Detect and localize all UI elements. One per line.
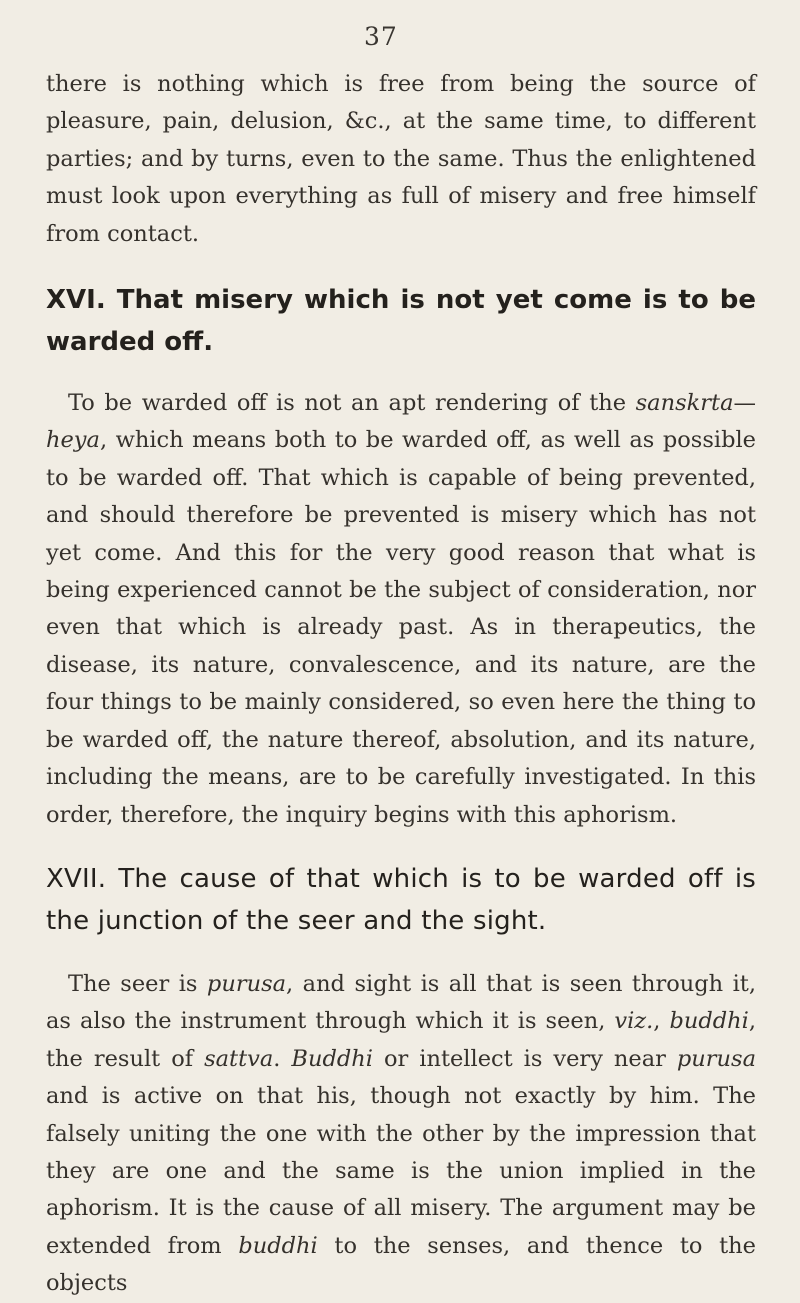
text-run: or intellect is very near [372,1045,677,1072]
term-buddhi: buddhi [238,1232,318,1259]
text-run: , which means both to be warded off, as well as possible to be warded off. That which is capable of being prevented, and should therefore be prevented is misery which has not yet come. And this for the very good reason that what is being experienced cannot be the subject of consideration, nor even that which is already past. As in therapeutics, the disease, its nature, convalescence, and its nature, are the four things to be mainly considered, so even here the thing to be warded off, the nature thereof, absolution, and its nature, including the means, are to be carefully investigated. In this order, therefore, the inquiry begins with this aphorism. [46,427,756,828]
text-run: , [653,1008,670,1035]
paragraph-continued: there is nothing which is free from being the source of pleasure, pain, delusion, &c., at the same time, to different parties; and by turns, even to the same. Thus the enlightened must look upon everything as full of misery and free himself from contact. [46,71,756,247]
section-heading-xvi: XVI. That misery which is not yet come is to be warded off. [46,285,756,358]
term-heya: heya [46,427,100,454]
paragraph-xvii [46,966,756,1303]
page-body [46,66,756,1303]
text-run: and is active on that his, though not exactly by him. The falsely uniting the one with the other by the impression that they are one and the same is the union implied in the aphorism. It is the cause of all misery. The argument may be extended from [46,1083,756,1259]
term-sattva: sattva [204,1045,274,1072]
paragraph-xvi [46,385,756,834]
term-purusa: purusa [676,1045,756,1072]
term-buddhi: Buddhi [291,1045,373,1072]
text-run: , the result of [46,1008,756,1072]
term-buddhi: buddhi [669,1008,749,1035]
text-run: . [273,1045,292,1072]
page-number: 37 [364,22,398,51]
text-run: — [733,390,756,417]
term-viz: viz. [614,1008,654,1035]
section-heading-xvii: XVII. The cause of that which is to be warded off is the junction of the seer and the sight. [46,863,756,936]
text-run: To be warded off is not an apt rendering of the [68,390,636,417]
text-run: The seer is [68,970,207,997]
text-run: to the senses, and thence to the objects [46,1232,756,1297]
term-purusa: purusa [206,970,287,997]
text-run: , and sight is all that is seen through it, as also the instrument through which it is seen, [46,970,756,1035]
term-sanskrta: sanskrta [635,390,734,417]
